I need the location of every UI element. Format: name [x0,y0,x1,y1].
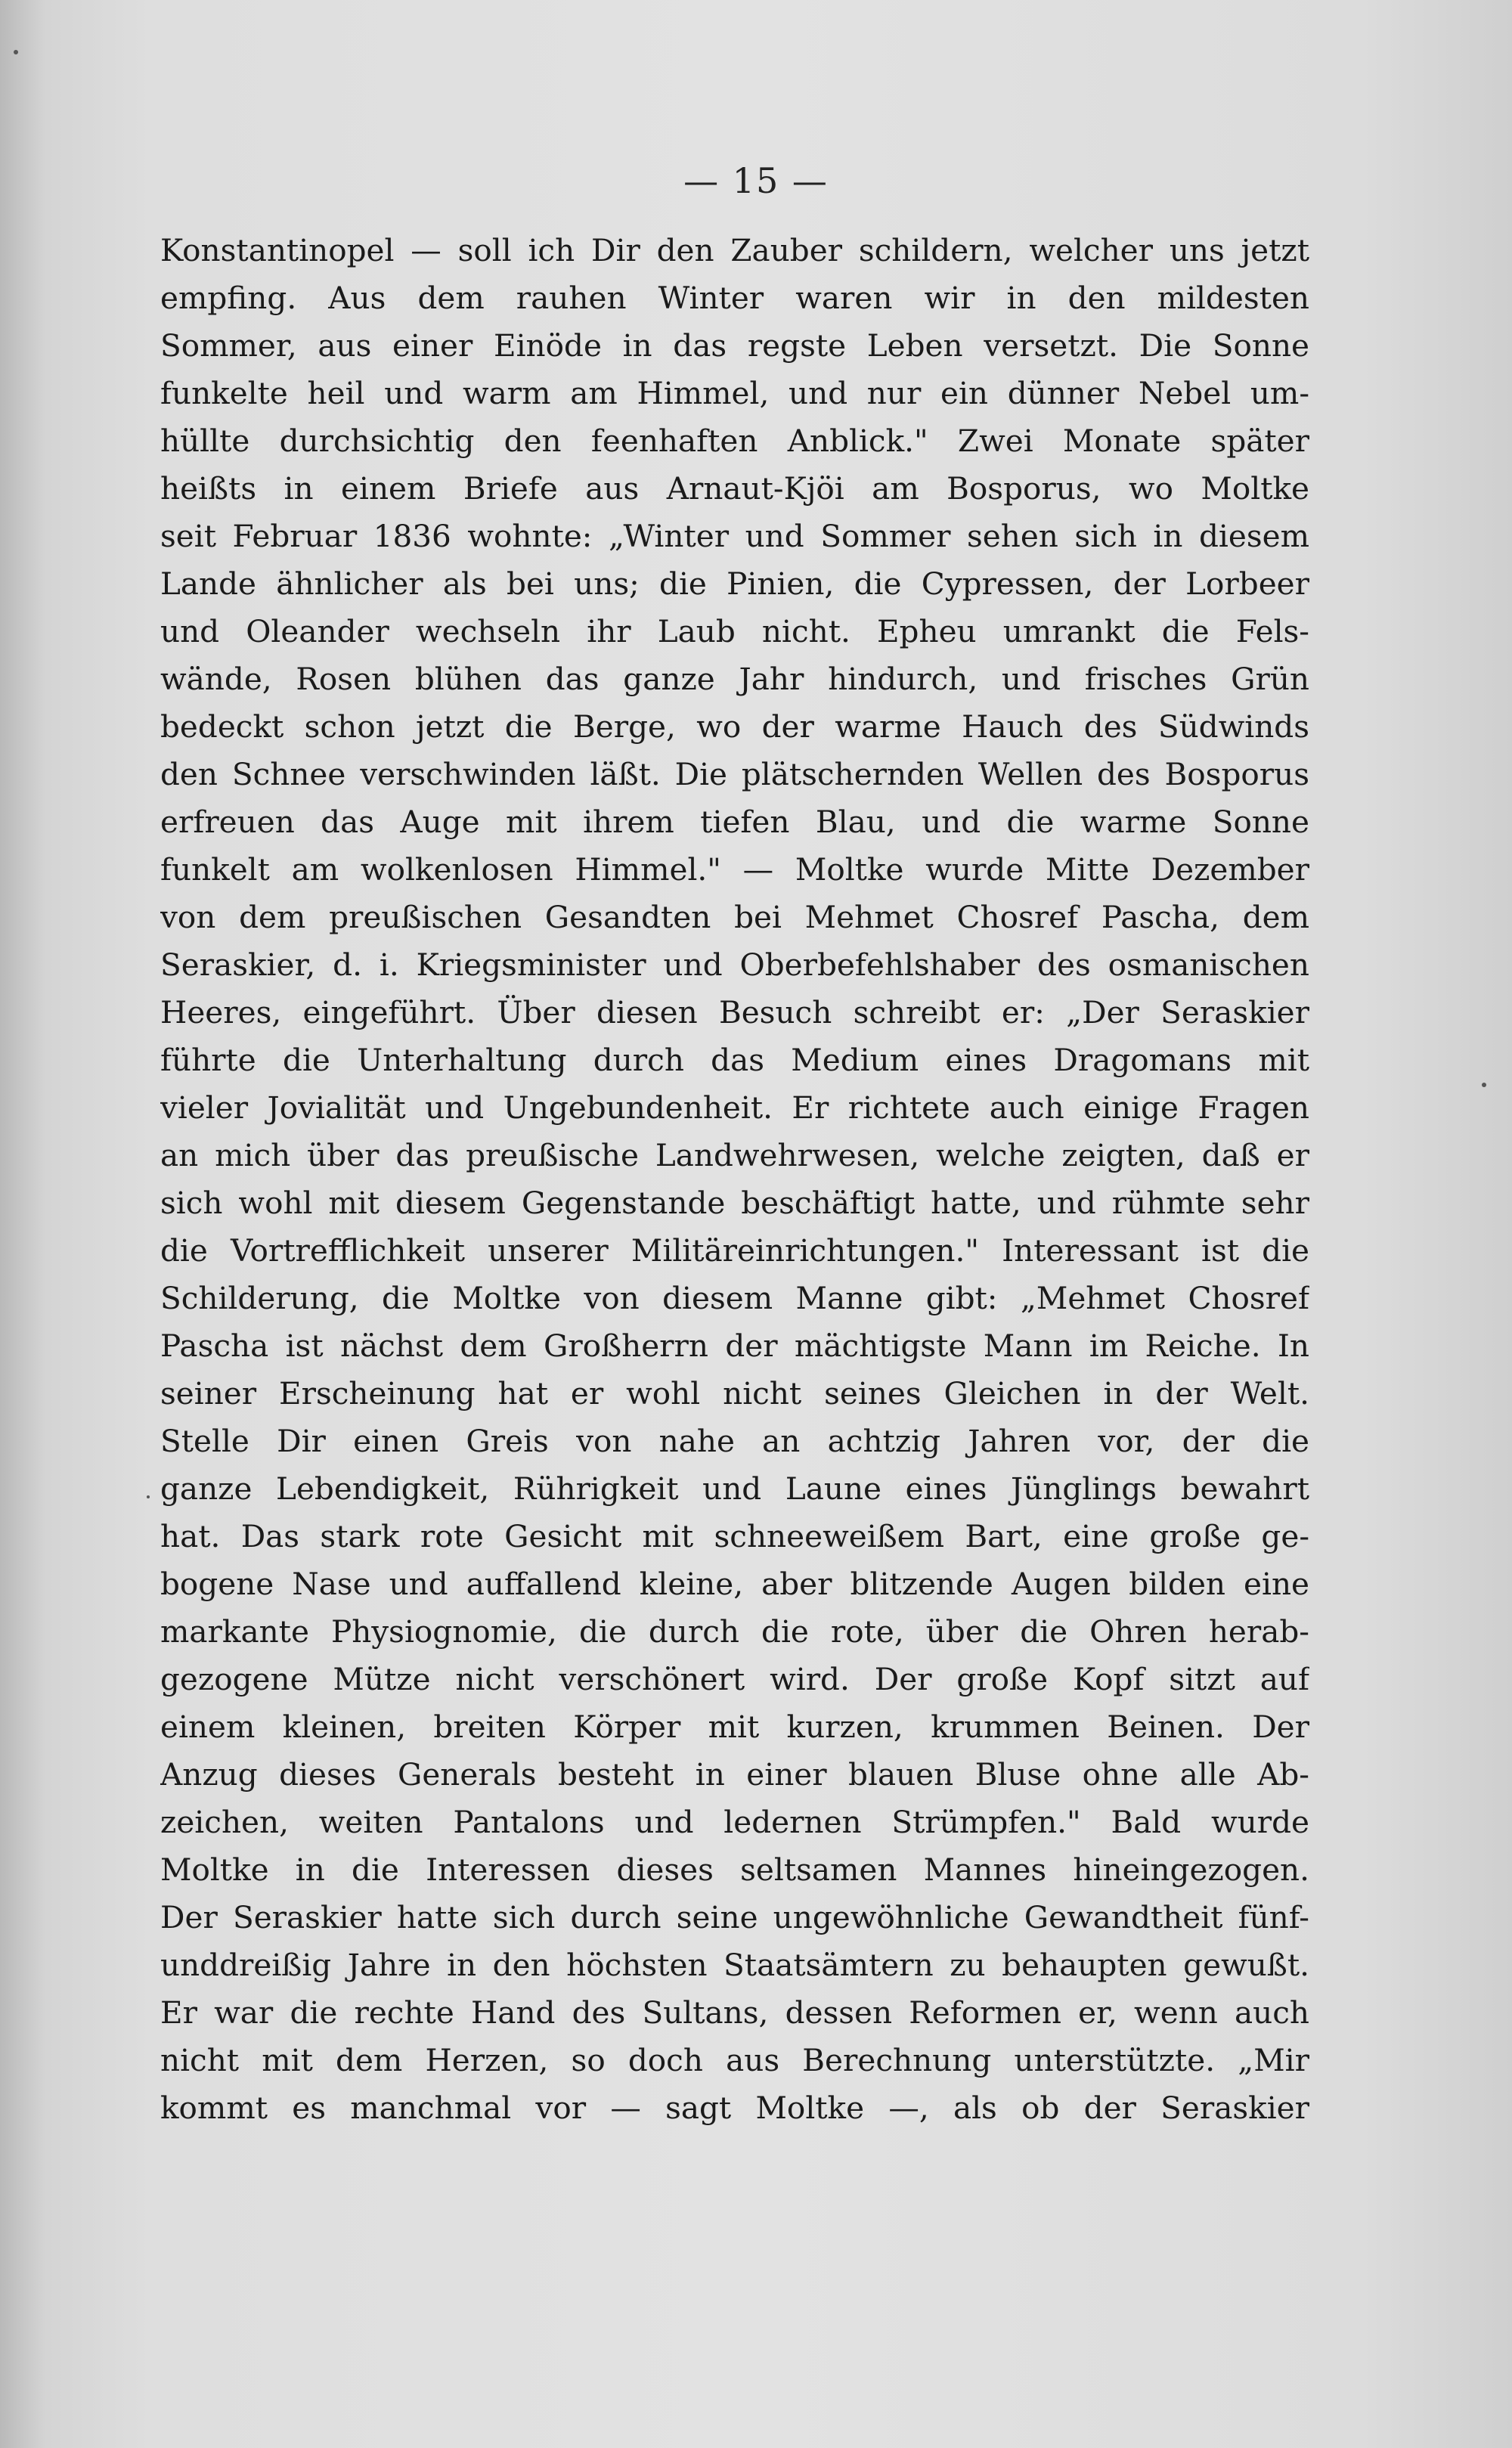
text-line: heißts in einem Briefe aus Arnaut-Kjöi am Bosporus, wo Moltke [160,470,1309,507]
text-line: sich wohl mit diesem Gegenstande beschäftigt hatte, und rühmte sehr [160,1185,1309,1221]
text-line: Stelle Dir einen Greis von nahe an achtzig Jahren vor, der die [160,1423,1309,1459]
text-line: von dem preußischen Gesandten bei Mehmet Chosref Pascha, dem [160,899,1309,935]
text-line: Pascha ist nächst dem Großherrn der mächtigste Mann im Reiche. In [160,1328,1309,1364]
text-line: Moltke in die Interessen dieses seltsamen Mannes hineingezogen. [160,1851,1309,1888]
text-line: die Vortrefflichkeit unserer Militäreinrichtungen." Interessant ist die [160,1232,1309,1269]
text-line: hüllte durchsichtig den feenhaften Anblick." Zwei Monate später [160,423,1309,459]
text-line: Lande ähnlicher als bei uns; die Pinien, die Cypressen, der Lorbeer [160,566,1309,602]
text-line: führte die Unterhaltung durch das Medium eines Dragomans mit [160,1042,1309,1078]
text-line: gezogene Mütze nicht verschönert wird. Der große Kopf sitzt auf [160,1661,1309,1697]
text-line: funkelt am wolkenlosen Himmel." — Moltke wurde Mitte Dezember [160,851,1309,888]
text-line: einem kleinen, breiten Körper mit kurzen, krummen Beinen. Der [160,1709,1309,1745]
text-line: markante Physiognomie, die durch die rote, über die Ohren herab- [160,1613,1309,1650]
scan-speck [1482,1083,1486,1087]
text-line: bedeckt schon jetzt die Berge, wo der warme Hauch des Südwinds [160,708,1309,745]
text-line: Seraskier, d. i. Kriegsminister und Oberbefehlshaber des osmanischen [160,947,1309,983]
text-line: zeichen, weiten Pantalons und ledernen Strümpfen." Bald wurde [160,1804,1309,1840]
text-line: vieler Jovialität und Ungebundenheit. Er richtete auch einige Fragen [160,1089,1309,1126]
page-number: — 15 — [683,160,829,201]
text-line: nicht mit dem Herzen, so doch aus Berechnung unterstützte. „Mir [160,2042,1309,2078]
body-text [160,227,1309,2132]
text-line: ganze Lebendigkeit, Rührigkeit und Laune eines Jünglings bewahrt [160,1470,1309,1507]
text-line: kommt es manchmal vor — sagt Moltke —, als ob der Seraskier [160,2090,1309,2126]
text-line: Der Seraskier hatte sich durch seine ungewöhnliche Gewandtheit fünf- [160,1899,1309,1935]
text-line: hat. Das stark rote Gesicht mit schneeweißem Bart, eine große ge- [160,1518,1309,1554]
text-line: an mich über das preußische Landwehrwesen, welche zeigten, daß er [160,1137,1309,1173]
text-line: seit Februar 1836 wohnte: „Winter und Sommer sehen sich in diesem [160,518,1309,554]
text-line: den Schnee verschwinden läßt. Die plätschernden Wellen des Bosporus [160,756,1309,792]
text-line: bogene Nase und auffallend kleine, aber blitzende Augen bilden eine [160,1566,1309,1602]
text-line: Konstantinopel — soll ich Dir den Zauber schildern, welcher uns jetzt [160,232,1309,268]
text-line: Sommer, aus einer Einöde in das regste Leben versetzt. Die Sonne [160,327,1309,364]
text-line: Schilderung, die Moltke von diesem Manne gibt: „Mehmet Chosref [160,1280,1309,1316]
text-line: funkelte heil und warm am Himmel, und nur ein dünner Nebel um- [160,375,1309,411]
text-line: Er war die rechte Hand des Sultans, dessen Reformen er, wenn auch [160,1994,1309,2031]
scan-speck [14,50,18,54]
text-line: empfing. Aus dem rauhen Winter waren wir in den mildesten [160,280,1309,316]
text-line: unddreißig Jahre in den höchsten Staatsämtern zu behaupten gewußt. [160,1947,1309,1983]
text-line: wände, Rosen blühen das ganze Jahr hindurch, und frisches Grün [160,661,1309,697]
scan-speck [147,1495,150,1498]
text-line: erfreuen das Auge mit ihrem tiefen Blau, und die warme Sonne [160,804,1309,840]
text-line: seiner Erscheinung hat er wohl nicht seines Gleichen in der Welt. [160,1375,1309,1411]
text-line: Heeres, eingeführt. Über diesen Besuch schreibt er: „Der Seraskier [160,994,1309,1030]
text-line: und Oleander wechseln ihr Laub nicht. Epheu umrankt die Fels- [160,613,1309,649]
text-line: Anzug dieses Generals besteht in einer blauen Bluse ohne alle Ab- [160,1756,1309,1793]
